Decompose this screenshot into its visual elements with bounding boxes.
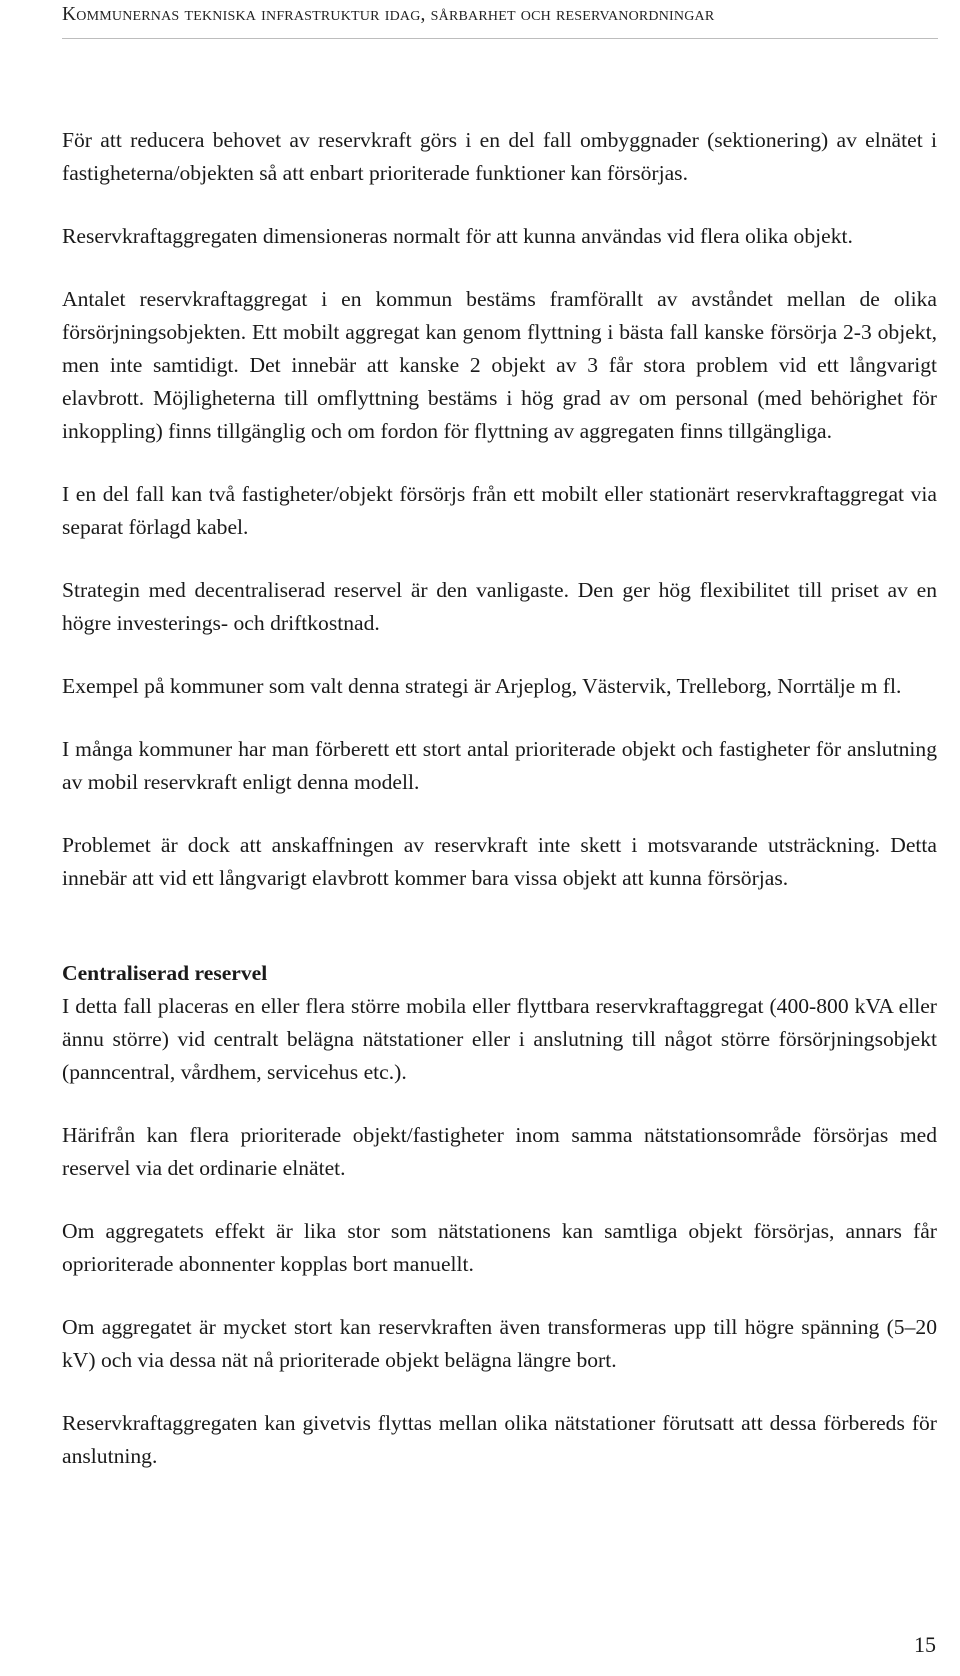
paragraph: Problemet är dock att anskaffningen av reservkraft inte skett i motsvarande utsträckning. Detta innebär att vid ett långvarigt elavbrott kommer bara vissa objekt att kunna försörjas. bbox=[62, 833, 937, 890]
paragraph: Strategin med decentraliserad reservel är den vanligaste. Den ger hög flexibilitet till priset av en högre investerings- och driftkostnad. bbox=[62, 578, 937, 635]
header-rule bbox=[62, 38, 938, 39]
page-number: 15 bbox=[914, 1632, 936, 1657]
paragraph: I en del fall kan två fastigheter/objekt försörjs från ett mobilt eller stationärt reservkraftaggregat via separat förlagd kabel. bbox=[62, 482, 937, 539]
paragraph: Reservkraftaggregaten dimensioneras normalt för att kunna användas vid flera olika objekt. bbox=[62, 224, 853, 248]
paragraph: Exempel på kommuner som valt denna strategi är Arjeplog, Västervik, Trelleborg, Norrtälje m fl. bbox=[62, 674, 902, 698]
paragraph: Om aggregatet är mycket stort kan reservkraften även transformeras upp till högre spänning (5–20 kV) och via dessa nät nå prioriterade objekt belägna längre bort. bbox=[62, 1315, 937, 1372]
paragraph: Reservkraftaggregaten kan givetvis flyttas mellan olika nätstationer förutsatt att dessa förbereds för anslutning. bbox=[62, 1411, 937, 1468]
paragraph: I detta fall placeras en eller flera större mobila eller flyttbara reservkraftaggregat (400-800 kVA eller ännu större) vid centralt belägna nätstationer eller i anslutning till något större försörjningsobjekt (panncentral, vårdhem, servicehus etc.). bbox=[62, 994, 937, 1084]
section-heading: Centraliserad reservel bbox=[62, 961, 268, 985]
paragraph: För att reducera behovet av reservkraft görs i en del fall ombyggnader (sektionering) av elnätet i fastigheterna/objekten så att enbart prioriterade funktioner kan försörjas. bbox=[62, 128, 937, 185]
paragraph: I många kommuner har man förberett ett stort antal prioriterade objekt och fastigheter för anslutning av mobil reservkraft enligt denna modell. bbox=[62, 737, 937, 794]
paragraph: Antalet reservkraftaggregat i en kommun bestäms framförallt av avståndet mellan de olika försörjningsobjekten. Ett mobilt aggregat kan genom flyttning i bästa fall kanske försörja 2-3 objekt, men inte samtidigt. Det innebär att kanske 2 objekt av 3 får stora problem vid ett långvarigt elavbrott. Möjligheterna till omflyttning bestäms i hög grad av om personal (med behörighet för inkoppling) finns tillgänglig och om fordon för flyttning av aggregaten finns tillgängliga. bbox=[62, 287, 937, 443]
running-header: Kommunernas tekniska infrastruktur idag, sårbarhet och reservanordningar bbox=[62, 4, 715, 25]
section-centraliserad bbox=[62, 957, 937, 1089]
paragraph: Om aggregatets effekt är lika stor som nätstationens kan samtliga objekt försörjas, annars får oprioriterade abonnenter kopplas bort manuellt. bbox=[62, 1219, 937, 1276]
paragraph: Härifrån kan flera prioriterade objekt/fastigheter inom samma nätstationsområde försörjas med reservel via det ordinarie elnätet. bbox=[62, 1123, 937, 1180]
body-text bbox=[62, 124, 937, 1503]
